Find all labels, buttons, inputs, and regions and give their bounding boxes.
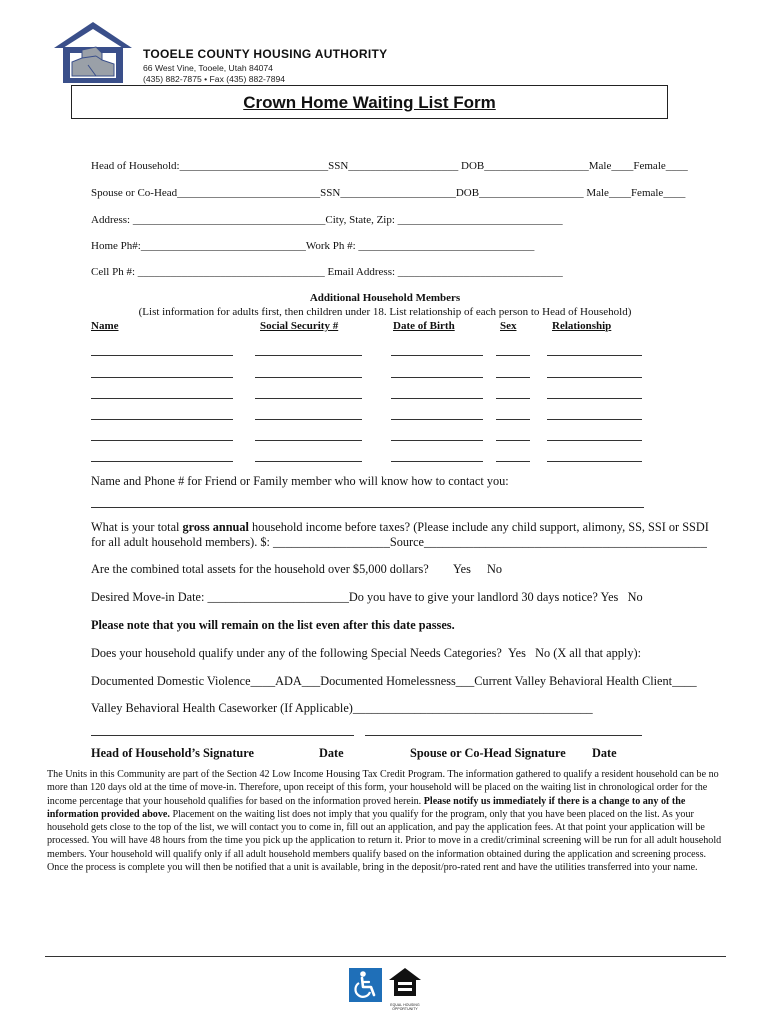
caseworker-label: Valley Behavioral Health Caseworker (If Applicable) bbox=[91, 701, 353, 715]
member-sex-field[interactable] bbox=[496, 419, 530, 420]
special-needs-question: Does your household qualify under any of the following Special Needs Categories? bbox=[91, 646, 502, 660]
home-phone-label: Home Ph#: bbox=[91, 240, 141, 252]
title-box bbox=[71, 85, 668, 119]
member-name-field[interactable] bbox=[91, 398, 233, 399]
spouse-signature-label: Spouse or Co-Head Signature bbox=[410, 746, 566, 760]
ssn-label: SSN bbox=[328, 160, 349, 172]
agency-phone: (435) 882-7875 • Fax (435) 882-7894 bbox=[143, 74, 286, 84]
paragraph-part-2: Placement on the waiting list does not imply that you qualify for the program, only that you have been placed on the list. As your household gets close to the top of the list, we will contact you to come in, fill out an application, and pay the application fees. At that point your application will be processed. You will have 48 hours from the time you pick up the application to return it. Prior to move in a credit/criminal screening will be run for all adult household members. Your household will qualify only if all adult household members qualify based on the information obtained during the application and screening process. Once the process is complete you will then be notified that a unit is available, bring in the deposit/pro-rated rent and have the utilities transferred into your name. bbox=[47, 808, 722, 874]
income-amount-field[interactable]: ___________________ bbox=[273, 535, 390, 549]
col-header-ssn: Social Security # bbox=[260, 320, 339, 332]
dob-field[interactable]: ___________________ bbox=[484, 160, 589, 172]
female-field[interactable]: ____ bbox=[665, 160, 688, 172]
special-needs-row bbox=[91, 646, 641, 660]
caseworker-field[interactable]: _______________________________________ bbox=[352, 701, 593, 715]
assets-question: Are the combined total assets for the household over $5,000 dollars? bbox=[91, 562, 429, 576]
male-field[interactable]: ____ bbox=[611, 160, 634, 172]
member-name-field[interactable] bbox=[91, 377, 233, 378]
spouse-label: Spouse or Co-Head bbox=[91, 187, 178, 199]
income-line2 bbox=[91, 535, 707, 549]
spouse-dob-label: DOB bbox=[455, 187, 480, 199]
spouse-signature-line[interactable] bbox=[365, 735, 642, 736]
member-sex-field[interactable] bbox=[496, 398, 530, 399]
cell-email-row bbox=[91, 266, 563, 279]
spouse-female-field[interactable]: ____ bbox=[663, 187, 686, 199]
member-relationship-field[interactable] bbox=[547, 355, 642, 356]
income-question bbox=[91, 520, 709, 534]
head-of-household-label: Head of Household: bbox=[91, 160, 180, 172]
col-header-dob: Date of Birth bbox=[393, 320, 455, 332]
member-relationship-field[interactable] bbox=[547, 440, 642, 441]
spouse-dob-field[interactable]: ___________________ bbox=[479, 187, 584, 199]
member-relationship-field[interactable] bbox=[547, 461, 642, 462]
member-dob-field[interactable] bbox=[391, 440, 483, 441]
col-header-name: Name bbox=[91, 320, 119, 332]
head-signature-line[interactable] bbox=[91, 735, 354, 736]
special-needs-yes-option[interactable]: Yes bbox=[507, 646, 526, 660]
cell-phone-field[interactable]: __________________________________ bbox=[137, 266, 325, 278]
household-instruction: (List information for adults first, then children under 18. List relationship of each person to Head of Household) bbox=[138, 306, 632, 318]
movein-label: Desired Move-in Date: bbox=[91, 590, 208, 604]
member-name-field[interactable] bbox=[91, 440, 233, 441]
work-phone-label: Work Ph #: bbox=[305, 240, 356, 252]
spouse-row bbox=[91, 187, 685, 200]
spouse-ssn-label: SSN bbox=[320, 187, 341, 199]
member-ssn-field[interactable] bbox=[255, 398, 362, 399]
member-ssn-field[interactable] bbox=[255, 461, 362, 462]
member-relationship-field[interactable] bbox=[547, 398, 642, 399]
income-q-pre: What is your total bbox=[91, 520, 183, 534]
income-q-bold: gross annual bbox=[182, 520, 249, 534]
paragraph-part-1: The Units in this Community are part of the Section 42 Low Income Housing Tax Credit Program. The information gathered to qualify a resident household can be no more than 120 days old at the time of move-in. Therefore, upon receipt of this form, your household will be placed on the waiting list in chronological order for the income percentage that your household qualifies for based on the information proved herein. bbox=[47, 769, 719, 807]
cell-phone-label: Cell Ph #: bbox=[91, 266, 136, 278]
equal-housing-icon bbox=[387, 966, 423, 1011]
female-label: Female bbox=[633, 160, 666, 172]
address-field[interactable]: ___________________________________ bbox=[132, 214, 326, 226]
footer-divider bbox=[45, 956, 726, 957]
spouse-male-label: Male bbox=[586, 187, 609, 199]
page-title: Crown Home Waiting List Form bbox=[243, 93, 496, 112]
dob-label: DOB bbox=[461, 160, 485, 172]
notice-yes-option[interactable]: Yes bbox=[600, 590, 619, 604]
special-needs-no-option[interactable]: No (X all that apply): bbox=[535, 646, 641, 660]
head-of-household-field[interactable]: ___________________________ bbox=[179, 160, 329, 172]
house-logo-icon bbox=[52, 20, 134, 84]
member-dob-field[interactable] bbox=[391, 419, 483, 420]
member-dob-field[interactable] bbox=[391, 355, 483, 356]
assets-yes-option[interactable]: Yes bbox=[453, 562, 471, 576]
spouse-ssn-field[interactable]: _____________________ bbox=[340, 187, 456, 199]
member-relationship-field[interactable] bbox=[547, 419, 642, 420]
city-state-zip-label: City, State, Zip: bbox=[325, 214, 395, 226]
movein-date-field[interactable]: _______________________ bbox=[207, 590, 349, 604]
email-field[interactable]: ______________________________ bbox=[397, 266, 563, 278]
movein-row bbox=[91, 590, 643, 604]
notice-no-option[interactable]: No bbox=[627, 590, 643, 604]
paragraph-notify: Please notify us immediately if there is a change to any of the information provided above. bbox=[47, 795, 686, 820]
col-header-sex: Sex bbox=[500, 320, 517, 332]
household-heading: Additional Household Members bbox=[309, 292, 461, 304]
income-line2-text: for all adult household members). $: bbox=[91, 535, 274, 549]
program-information-paragraph bbox=[47, 768, 723, 874]
spouse-female-label: Female bbox=[630, 187, 664, 199]
member-ssn-field[interactable] bbox=[255, 419, 362, 420]
wheelchair-icon bbox=[349, 968, 382, 1002]
phone-row bbox=[91, 240, 534, 253]
member-sex-field[interactable] bbox=[496, 355, 530, 356]
agency-name: TOOELE COUNTY HOUSING AUTHORITY bbox=[143, 47, 388, 61]
member-dob-field[interactable] bbox=[391, 398, 483, 399]
spouse-male-field[interactable]: ____ bbox=[608, 187, 631, 199]
work-phone-field[interactable]: ________________________________ bbox=[358, 240, 535, 252]
member-ssn-field[interactable] bbox=[255, 440, 362, 441]
equal-housing-text: EQUAL HOUSING OPPORTUNITY bbox=[390, 1003, 420, 1011]
address-row bbox=[91, 214, 563, 227]
list-notice: Please note that you will remain on the list even after this date passes. bbox=[91, 618, 455, 632]
special-needs-categories[interactable]: Documented Domestic Violence____ADA___Documented Homelessness___Current Valley Behavioral Health Client____ bbox=[91, 674, 697, 688]
member-ssn-field[interactable] bbox=[255, 377, 362, 378]
member-sex-field[interactable] bbox=[496, 461, 530, 462]
contact-field[interactable] bbox=[91, 507, 644, 508]
member-ssn-field[interactable] bbox=[255, 355, 362, 356]
head-signature-date-label: Date bbox=[319, 746, 344, 760]
agency-address: 66 West Vine, Tooele, Utah 84074 bbox=[143, 63, 273, 73]
col-header-relationship: Relationship bbox=[552, 320, 612, 332]
member-name-field[interactable] bbox=[91, 419, 233, 420]
caseworker-row bbox=[91, 701, 593, 715]
member-relationship-field[interactable] bbox=[547, 377, 642, 378]
member-name-field[interactable] bbox=[91, 461, 233, 462]
head-signature-label: Head of Household’s Signature bbox=[91, 746, 254, 760]
spouse-field[interactable]: __________________________ bbox=[177, 187, 321, 199]
ssn-field[interactable]: ____________________ bbox=[348, 160, 459, 172]
male-label: Male bbox=[588, 160, 612, 172]
member-dob-field[interactable] bbox=[391, 377, 483, 378]
income-source-label: Source bbox=[389, 535, 425, 549]
address-label: Address: bbox=[91, 214, 131, 226]
income-q-post: household income before taxes? (Please include any child support, alimony, SS, SSI or SSDI bbox=[248, 520, 709, 534]
city-state-zip-field[interactable]: ______________________________ bbox=[397, 214, 563, 226]
income-source-field[interactable]: ______________________________________________ bbox=[424, 535, 707, 549]
email-label: Email Address: bbox=[327, 266, 396, 278]
notice-question: Do you have to give your landlord 30 days notice? bbox=[348, 590, 598, 604]
home-phone-field[interactable]: ______________________________ bbox=[140, 240, 306, 252]
contact-prompt: Name and Phone # for Friend or Family member who will know how to contact you: bbox=[91, 474, 509, 488]
member-sex-field[interactable] bbox=[496, 440, 530, 441]
member-dob-field[interactable] bbox=[391, 461, 483, 462]
head-of-household-row bbox=[91, 160, 688, 173]
member-name-field[interactable] bbox=[91, 355, 233, 356]
member-sex-field[interactable] bbox=[496, 377, 530, 378]
spouse-signature-date-label: Date bbox=[592, 746, 617, 760]
assets-no-option[interactable]: No bbox=[487, 562, 503, 576]
